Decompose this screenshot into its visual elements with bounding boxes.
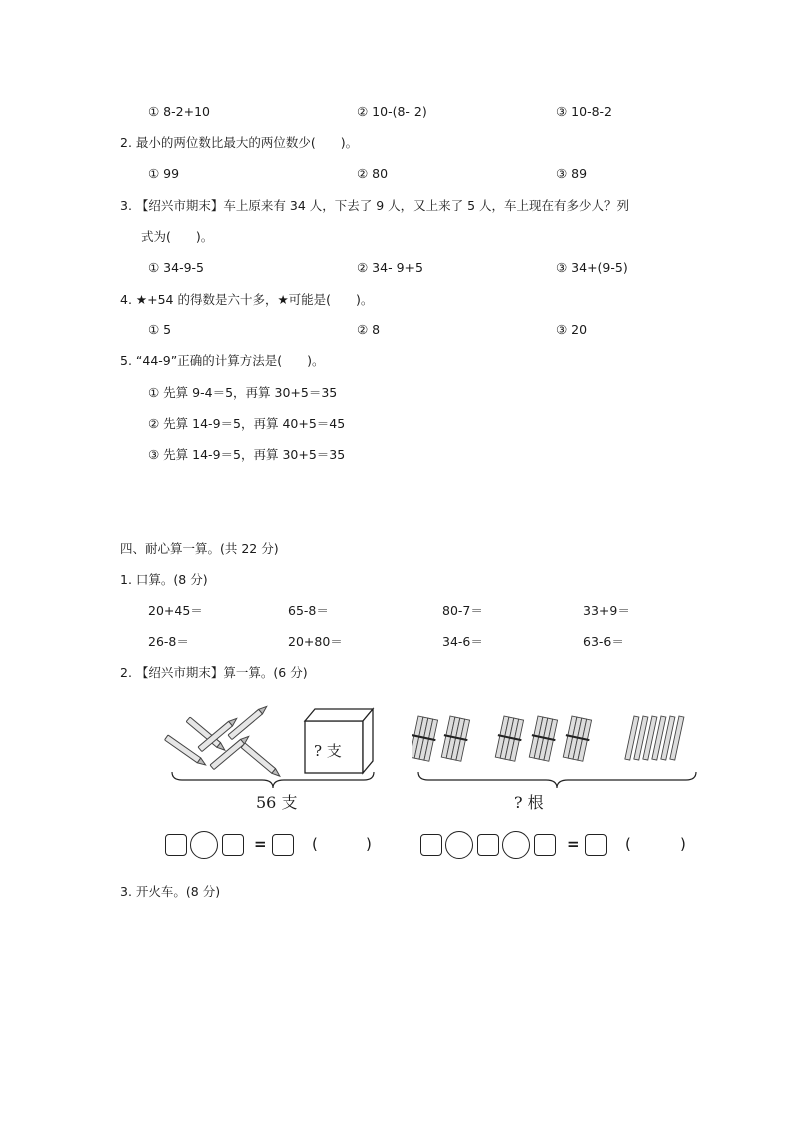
right-brace bbox=[416, 770, 698, 790]
q3-option-1: ① 34-9-5 bbox=[148, 260, 205, 275]
q4-option-2: ② 8 bbox=[357, 322, 381, 337]
operator-circle[interactable] bbox=[445, 831, 473, 859]
paren-right: ) bbox=[680, 835, 686, 853]
answer-box[interactable] bbox=[477, 834, 499, 856]
q4-option-1: ① 5 bbox=[148, 322, 172, 337]
oral-calc-item: 80-7＝ bbox=[442, 603, 483, 618]
q2-option-2: ② 80 bbox=[357, 166, 389, 181]
q2-option-1: ① 99 bbox=[148, 166, 180, 181]
paren-left: ( bbox=[625, 835, 631, 853]
answer-box[interactable] bbox=[420, 834, 442, 856]
oral-calc-item: 26-8＝ bbox=[148, 634, 189, 649]
q2-text: 2. 最小的两位数比最大的两位数少( )。 bbox=[120, 135, 359, 150]
q5-option-3: ③ 先算 14-9＝5，再算 30+5＝35 bbox=[148, 447, 346, 462]
operator-circle[interactable] bbox=[502, 831, 530, 859]
oral-calc-item: 65-8＝ bbox=[288, 603, 329, 618]
right-total-label: ? 根 bbox=[514, 793, 544, 812]
left-total-label: 56 支 bbox=[256, 793, 298, 812]
q1-option-2: ② 10-(8- 2) bbox=[357, 104, 427, 119]
paren-left: ( bbox=[312, 835, 318, 853]
q4-option-3: ③ 20 bbox=[556, 322, 588, 337]
answer-box[interactable] bbox=[222, 834, 244, 856]
answer-box[interactable] bbox=[585, 834, 607, 856]
equals-sign: = bbox=[254, 835, 267, 853]
oral-calc-item: 34-6＝ bbox=[442, 634, 483, 649]
part4-q2-title: 2. 【绍兴市期末】算一算。(6 分) bbox=[120, 665, 308, 680]
q1-option-1: ① 8-2+10 bbox=[148, 104, 210, 119]
operator-circle[interactable] bbox=[190, 831, 218, 859]
oral-calc-item: 63-6＝ bbox=[583, 634, 624, 649]
answer-box[interactable] bbox=[272, 834, 294, 856]
part4-q1-title: 1. 口算。(8 分) bbox=[120, 572, 208, 587]
part4-q3-title: 3. 开火车。(8 分) bbox=[120, 884, 221, 899]
q5-text: 5. “44-9”正确的计算方法是( )。 bbox=[120, 353, 325, 368]
q3-option-2: ② 34- 9+5 bbox=[357, 260, 423, 275]
q1-option-3: ③ 10-8-2 bbox=[556, 104, 613, 119]
oral-calc-item: 33+9＝ bbox=[583, 603, 630, 618]
paren-right: ) bbox=[366, 835, 372, 853]
answer-box[interactable] bbox=[534, 834, 556, 856]
oral-calc-item: 20+45＝ bbox=[148, 603, 203, 618]
answer-box[interactable] bbox=[165, 834, 187, 856]
q3-text-line1: 3. 【绍兴市期末】车上原来有 34 人，下去了 9 人，又上来了 5 人，车上现在有多少人？列 bbox=[120, 198, 630, 213]
oral-calc-item: 20+80＝ bbox=[288, 634, 343, 649]
sticks-illustration bbox=[412, 712, 702, 772]
part4-heading: 四、耐心算一算。(共 22 分) bbox=[120, 541, 279, 556]
q3-text-line2: 式为( )。 bbox=[141, 229, 214, 244]
q3-option-3: ③ 34+(9-5) bbox=[556, 260, 628, 275]
q4-text: 4. ★+54 的得数是六十多，★可能是( )。 bbox=[120, 292, 374, 307]
q2-option-3: ③ 89 bbox=[556, 166, 588, 181]
equals-sign: = bbox=[567, 835, 580, 853]
q5-option-1: ① 先算 9-4＝5，再算 30+5＝35 bbox=[148, 385, 338, 400]
box-label: ? 支 bbox=[314, 742, 342, 760]
q5-option-2: ② 先算 14-9＝5，再算 40+5＝45 bbox=[148, 416, 346, 431]
left-brace bbox=[170, 770, 376, 790]
